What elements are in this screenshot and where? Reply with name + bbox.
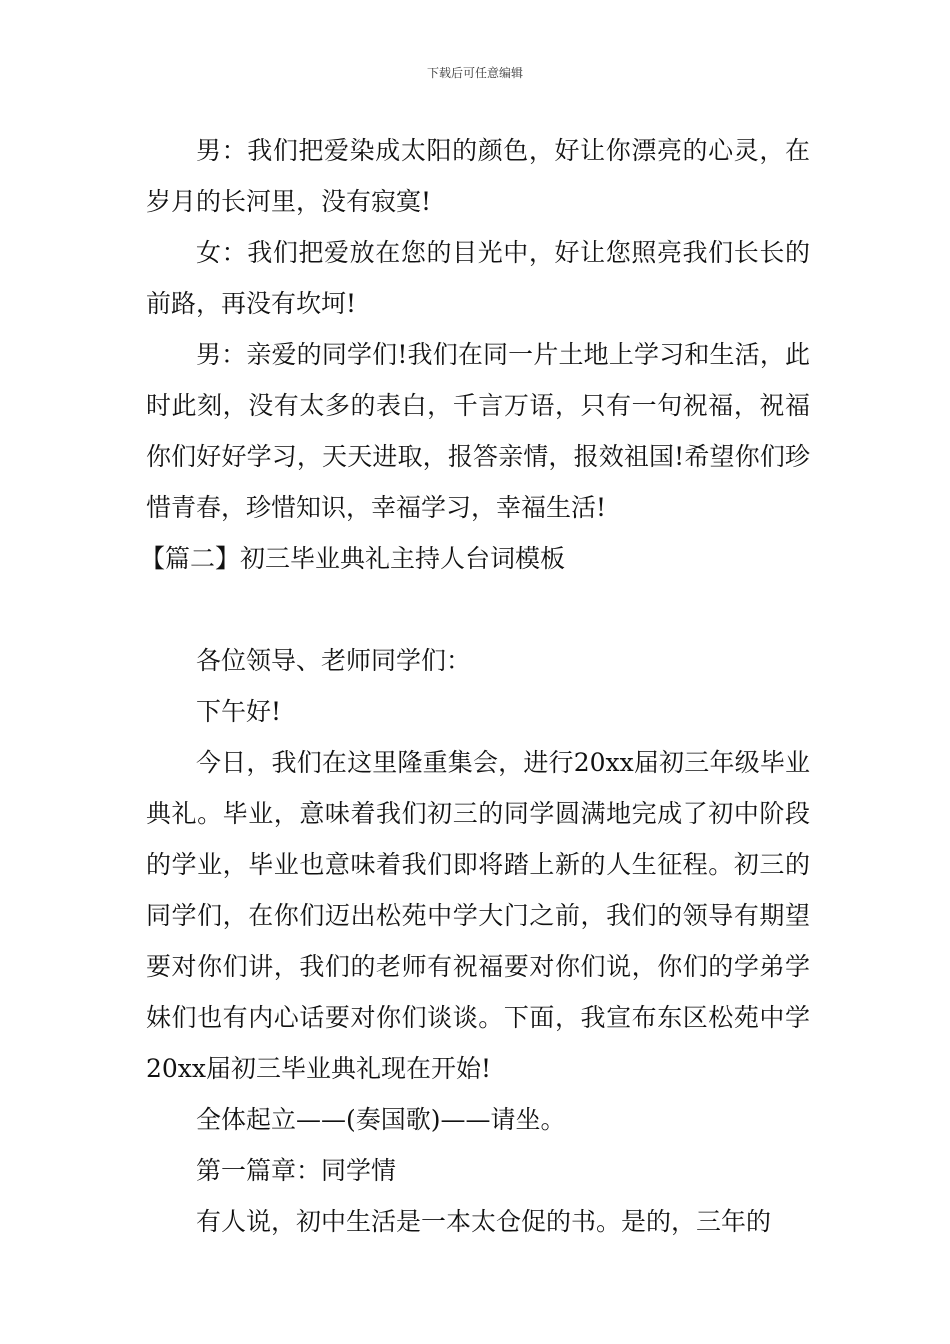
- page-header-note: 下载后可任意编辑: [426, 66, 523, 80]
- paragraph-opening: 今日，我们在这里隆重集会，进行20xx届初三年级毕业典礼。毕业，意味着我们初三的同学圆满地完成了初中阶段的学业，毕业也意味着我们即将踏上新的人生征程。初三的同学们，在你们迈出松苑中学大门之前，我们的领导有期望要对你们讲，我们的老师有祝福要对你们说，你们的学弟学妹们也有内心话要对你们谈谈。下面，我宣布东区松苑中学20xx届初三毕业典礼现在开始!: [146, 748, 810, 1083]
- paragraph-anthem: 全体起立——(奏国歌)——请坐。: [196, 1105, 566, 1134]
- paragraph-male-2: 男：亲爱的同学们!我们在同一片土地上学习和生活，此时此刻，没有太多的表白，千言万语，只有一句祝福，祝福你们好好学习，天天进取，报答亲情，报效祖国!希望你们珍惜青春，珍惜知识，幸福学习，幸福生活!: [146, 340, 810, 522]
- paragraph-male-1: 男：我们把爱染成太阳的颜色，好让你漂亮的心灵，在岁月的长河里，没有寂寞!: [146, 136, 810, 216]
- document-body: [140, 125, 810, 1247]
- paragraph-chapter-one: 第一篇章：同学情: [196, 1156, 397, 1185]
- paragraph-good-afternoon: 下午好!: [196, 697, 282, 726]
- paragraph-greeting: 各位领导、老师同学们：: [196, 646, 472, 675]
- blank-line: [146, 584, 810, 635]
- section-heading: 【篇二】初三毕业典礼主持人台词模板: [140, 544, 566, 573]
- paragraph-school-life: 有人说，初中生活是一本太仓促的书。是的，三年的: [196, 1207, 772, 1236]
- paragraph-female-1: 女：我们把爱放在您的目光中，好让您照亮我们长长的前路，再没有坎坷!: [146, 238, 810, 318]
